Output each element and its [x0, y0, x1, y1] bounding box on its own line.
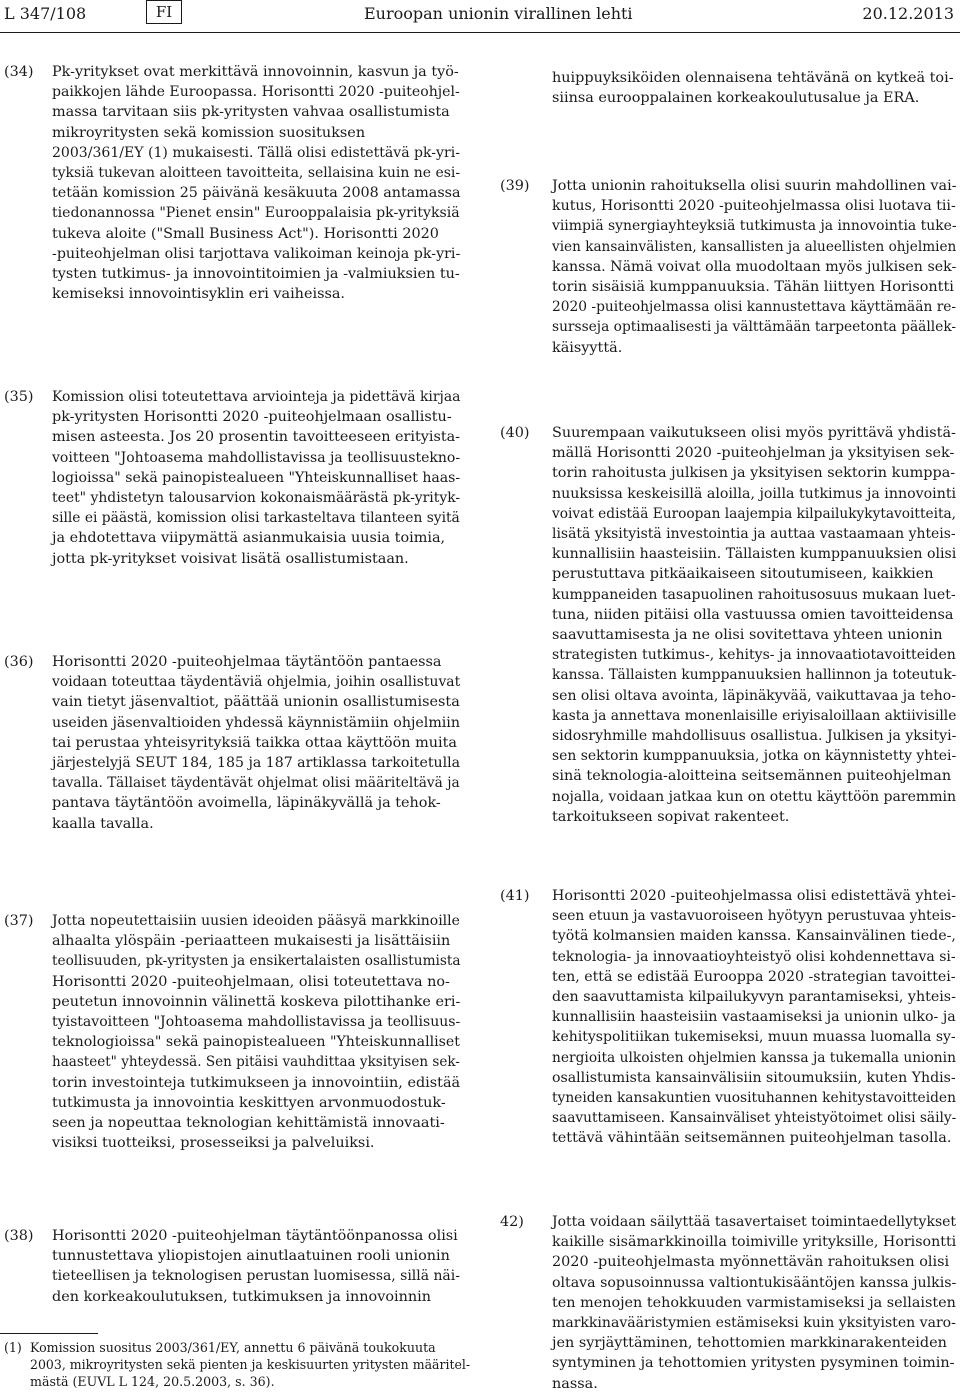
text-line: kaalla tavalla. — [52, 815, 154, 832]
recital-text — [552, 1212, 956, 1394]
text-line: tettävä vähintään seitsemännen puiteohjelman tasolla. — [552, 1130, 952, 1147]
recital-number: 42) — [500, 1214, 524, 1230]
text-line: ja ehdotettava viipymättä asianmukaisia uusia toimia, — [52, 530, 446, 547]
text-line: työtä kolmansien maiden kanssa. Kansainvälinen tiede-, — [552, 928, 956, 945]
text-line: seen etuun ja vastavuoroiseen hyötyyn perustuvaa yhteis- — [552, 908, 957, 925]
recital-number: (34) — [4, 64, 34, 80]
text-line: pk-yritysten Horisontti 2020 -puiteohjelmaan osallistu- — [52, 409, 452, 426]
text-line: tunnustettava yliopistojen ainutlaatuinen rooli unionin — [52, 1248, 450, 1265]
text-line: kunnallisiin haasteisiin. Tällaisten kumppanuuksien olisi — [552, 546, 957, 563]
recital-number: (41) — [500, 888, 530, 904]
text-line: paikkojen lähde Euroopassa. Horisontti 2020 -puiteohjel- — [52, 84, 460, 101]
text-line: haasteet" yhteydessä. Sen pitäisi vauhdittaa yksityisen sek- — [52, 1054, 460, 1071]
text-line: tyksiä tukevan aloitteen tavoitteita, sellaisina kuin ne esi- — [52, 165, 461, 182]
text-line: jen syrjäyttäminen, tehottomien markkinarakenteiden — [552, 1335, 947, 1352]
text-line: misen asteesta. Jos 20 prosentin tavoitteeseen erityista- — [52, 429, 461, 446]
text-line: sille ei päästä, komission olisi tarkasteltava tilanteen syitä — [52, 510, 460, 527]
text-line: mällä Horisontti 2020 -puiteohjelman ja yksityisen sek- — [552, 445, 955, 462]
header-rule — [0, 32, 960, 33]
text-line: mästä (EUVL L 124, 20.5.2003, s. 36). — [30, 1374, 275, 1389]
page-reference: L 347/108 — [4, 4, 87, 23]
text-line: ten, että se edistää Eurooppa 2020 -strategian tavoittei- — [552, 968, 956, 985]
text-line: huippuyksiköiden olennaisena tehtävänä on kytkeä toi- — [552, 70, 954, 86]
text-line: saavuttamiseen. Kansainväliset yhteistyötoimet olisi säily- — [552, 1110, 957, 1127]
recital-text — [52, 1226, 460, 1307]
text-line: voitteen "Johtoasema mahdollistavissa ja teollisuusteknо- — [52, 449, 461, 466]
text-line: syntyminen ja tehottomien yritysten pysyminen toimin- — [552, 1355, 955, 1372]
text-line: tiedonannossa "Pienet ensin" Eurooppalaisia pk-yrityksiä — [52, 205, 460, 222]
text-line: peutetun innovoinnin välinettä koskeva pilottihanke eri- — [52, 993, 461, 1010]
text-line: nassa. — [552, 1375, 598, 1392]
text-line: Jotta voidaan säilyttää tasavertaiset toimintaedellytykset — [552, 1214, 957, 1230]
text-line: saavuttamisesta ja ne olisi sovitettava yhteen unionin — [552, 627, 943, 644]
recital-text — [552, 423, 956, 827]
text-line: tarkoitukseen sopivat rakenteet. — [552, 808, 790, 825]
text-line: teet" yhdistetyn talousarvion kokonaismäärästä pk-yrityk- — [52, 490, 461, 507]
recital-number: (36) — [4, 654, 34, 670]
text-line: Horisontti 2020 -puiteohjelmassa olisi edistettävä yhtei- — [552, 888, 956, 904]
text-line: kumppaneiden tasapuolinen rahoitusosuus mukaan luet- — [552, 586, 956, 603]
text-line: nergioita ulkoisten ohjelmien kanssa ja tukemalla unionin — [552, 1049, 956, 1066]
text-line: Horisontti 2020 -puiteohjelmaa täytäntöön pantaessa — [52, 654, 442, 670]
text-line: tai perustaa yhteisyrityksiä taikka ottaa käyttöön muita — [52, 734, 457, 751]
text-line: kutus, Horisontti 2020 -puiteohjelmassa olisi luotava tii- — [552, 198, 956, 215]
text-line: tavalla. Tällaiset täydentävät ohjelmat olisi määriteltävä ja — [52, 775, 460, 792]
text-line: Horisontti 2020 -puiteohjelmaan, olisi toteutettava no- — [52, 973, 450, 990]
text-line: sen olisi oltava avointa, läpinäkyvää, vaikuttavaa ja teho- — [552, 687, 956, 704]
text-line: Jotta unionin rahoituksella olisi suurin mahdollinen vai- — [552, 178, 957, 194]
publication-date: 20.12.2013 — [862, 4, 954, 23]
text-line: markkinavääristymien estämiseksi kuin yksityisten varo- — [552, 1315, 956, 1332]
text-line: seen ja nopeuttaa teknologian kehittämistä innovaati- — [52, 1115, 445, 1132]
recital-number: (38) — [4, 1228, 34, 1244]
text-line: oltava sopusoinnussa valtiontukisääntöjen kanssa julkis- — [552, 1274, 957, 1291]
text-line: tuna, niiden pitäisi olla vastuussa omien tavoitteidensa — [552, 606, 954, 623]
text-line: pantava täytäntöön avoimella, läpinäkyvällä ja tehok- — [52, 795, 441, 812]
text-line: sursseja optimaalisesti ja välttämään tarpeetonta päällek- — [552, 319, 957, 336]
text-line: tyneiden kansakuntien vuosituhannen kehitystavoitteiden — [552, 1090, 956, 1107]
recital-number: (39) — [500, 178, 530, 194]
text-line: 2003, mikroyritysten sekä pienten ja keskisuurten yritysten määritel- — [30, 1357, 471, 1372]
text-line: logioissa" sekä painopistealueen "Yhteiskunnalliset haas- — [52, 469, 461, 486]
text-line: -puiteohjelman olisi tarjottava valikoiman keinoja pk-yri- — [52, 245, 461, 262]
text-line: kanssa. Tällaisten kumppanuuksien hallinnon ja toteutuk- — [552, 667, 957, 684]
text-line: kasta ja annettava monenlaisille eriyisaloillaan aktiivisille — [552, 707, 957, 724]
text-line: Komission olisi toteutettava arviointeja ja pidettävä kirjaa — [52, 389, 461, 405]
text-line: sinä teknologia-aloitteina seitsemännen puiteohjelman — [552, 768, 952, 785]
text-line: kunnallisiin haasteisiin vastaamiseksi ja unionin ulko- ja — [552, 1009, 956, 1026]
text-line: jotta pk-yritykset voisivat lisätä osallistumistaan. — [52, 550, 409, 567]
recital-number: (40) — [500, 425, 530, 441]
text-line: nojalla, voidaan jatkaa kun on otettu käyttöön paremmin — [552, 788, 957, 805]
text-line: perustuttava pitkäaikaiseen sitoutumiseen, kaikkien — [552, 566, 934, 583]
recital-text — [52, 911, 460, 1153]
text-line: voivat edistää Euroopan laajempia kilpailukykytavoitteita, — [552, 505, 957, 522]
text-line: Komission suositus 2003/361/EY, annettu 6 päivänä toukokuuta — [30, 1340, 436, 1355]
recital-number: (35) — [4, 389, 34, 405]
text-line: kehityspolitiikan tukemiseksi, muun muassa luomalla sy- — [552, 1029, 956, 1046]
text-line: 2020 -puiteohjelmasta myönnettävän rahoituksen olisi — [552, 1254, 950, 1271]
text-line: Pk-yritykset ovat merkittävä innovoinnin, kasvun ja työ- — [52, 64, 459, 80]
text-line: tieteellisen ja teknologisen perustan luomisessa, sillä näi- — [52, 1268, 460, 1285]
text-line: teknologia- ja innovaatioyhteistyö olisi kohdennettava si- — [552, 948, 956, 965]
text-line: 2020 -puiteohjelmassa olisi kannustettava käyttämään re- — [552, 299, 957, 316]
recital-text — [52, 62, 460, 304]
text-line: viimpiä synergiayhteyksiä tutkimusta ja innovointia tuke- — [552, 218, 957, 235]
recital-text — [52, 652, 460, 834]
text-line: kanssa. Nämä voivat olla muodoltaan myös julkisen sek- — [552, 258, 957, 275]
recital-text — [552, 886, 956, 1149]
text-line: Jotta nopeutettaisiin uusien ideoiden pääsyä markkinoille — [52, 913, 460, 929]
text-line: vien kansainvälisten, kansallisten ja alueellisten ohjelmien — [552, 238, 957, 255]
footnote-rule — [0, 1333, 98, 1334]
journal-title: Euroopan unionin virallinen lehti — [364, 4, 633, 23]
text-line: siinsa eurooppalainen korkeakoulutusalue ja ERA. — [552, 90, 920, 107]
text-line: teollisuuden, pk-yritysten ja ensikertalaisten osallistumista — [52, 953, 461, 970]
text-line: useiden jäsenvaltioiden yhdessä käynnistämiin ohjelmiin — [52, 714, 460, 731]
recital-text — [552, 68, 956, 108]
text-line: 2003/361/EY (1) mukaisesti. Tällä olisi edistettävä pk-yri- — [52, 144, 460, 161]
text-line: mikroyritysten sekä komission suosituksen — [52, 124, 366, 141]
text-line: nuuksissa keskeisillä aloilla, joilla tutkimus ja innovointi — [552, 485, 957, 502]
text-line: sen sektorin kumppanuuksia, jotka on käynnistetty yhtei- — [552, 748, 957, 765]
text-line: osallistumista kansainvälisiin sitoumuksiin, kuten Yhdis- — [552, 1069, 956, 1086]
text-line: tukeva aloite ("Small Business Act"). Horisontti 2020 — [52, 225, 439, 242]
text-line: vain tietyt jäsenvaltiot, päättää unionin osallistumisesta — [52, 694, 460, 711]
text-line: ten menojen tehokkuuden varmistamiseksi ja sellaisten — [552, 1294, 956, 1311]
recital-text — [552, 176, 956, 358]
text-line: torin sisäisiä kumppanuuksia. Tähän liittyen Horisontti — [552, 279, 954, 296]
text-line: kaikille sisämarkkinoilla toimiville yrityksille, Horisontti — [552, 1234, 957, 1251]
text-line: lisätä yksityistä investointia ja auttaa vastaamaan yhteis- — [552, 526, 956, 543]
text-line: voidaan toteuttaa täydentäviä ohjelmia, joihin osallistuvat — [52, 674, 461, 691]
text-line: torin rahoitusta julkisen ja yksityisen sektorin kumppa- — [552, 465, 956, 482]
text-line: järjestelyjä SEUT 184, 185 ja 187 artiklassa tarkoitetulla — [52, 755, 461, 772]
text-line: massa tarvitaan siis pk-yritysten vahvaa osallistumista — [52, 104, 450, 121]
text-line: tysten tutkimus- ja innovointitoimien ja -valmiuksien tu- — [52, 266, 460, 283]
text-line: tyistavoitteen "Johtoasema mahdollistavissa ja teollisuus- — [52, 1014, 461, 1031]
text-line: kemiseksi innovointisyklin eri vaiheissa. — [52, 286, 345, 303]
text-line: tetään komission 25 päivänä kesäkuuta 2008 antamassa — [52, 185, 461, 202]
text-line: teknologioissa" sekä painopistealueen "Yhteiskunnalliset — [52, 1034, 460, 1051]
text-line: den saavuttamista kilpailukyvyn parantamiseksi, yhteis- — [552, 989, 956, 1006]
text-line: den korkeakoulutuksen, tutkimuksen ja innovoinnin — [52, 1288, 432, 1305]
footnote-number: (1) — [4, 1340, 22, 1355]
footnote-text — [30, 1339, 470, 1390]
page-header — [0, 0, 960, 30]
language-badge: FI — [146, 0, 182, 24]
text-line: alhaalta ylöspäin -periaatteen mukaisesti ja lisättäisiin — [52, 933, 451, 950]
text-line: Suurempaan vaikutukseen olisi myös pyrittävä yhdistä- — [552, 425, 956, 441]
text-line: Horisontti 2020 -puiteohjelman täytäntöönpanossa olisi — [52, 1228, 458, 1244]
recital-text — [52, 387, 460, 569]
text-line: strategisten tutkimus-, kehitys- ja innovaatiotavoitteiden — [552, 647, 956, 664]
recital-number: (37) — [4, 913, 34, 929]
text-line: tutkimusta ja innovointia keskittyen arvonmuodostuk- — [52, 1094, 446, 1111]
text-line: visiksi tuotteiksi, prosesseiksi ja palveluiksi. — [52, 1135, 375, 1152]
text-line: torin investointeja tutkimukseen ja innovointiin, edistää — [52, 1074, 461, 1091]
text-line: sidosryhmille mahdollisuus osallistua. Julkisen ja yksityi- — [552, 728, 957, 745]
text-line: käisyyttä. — [552, 339, 623, 356]
